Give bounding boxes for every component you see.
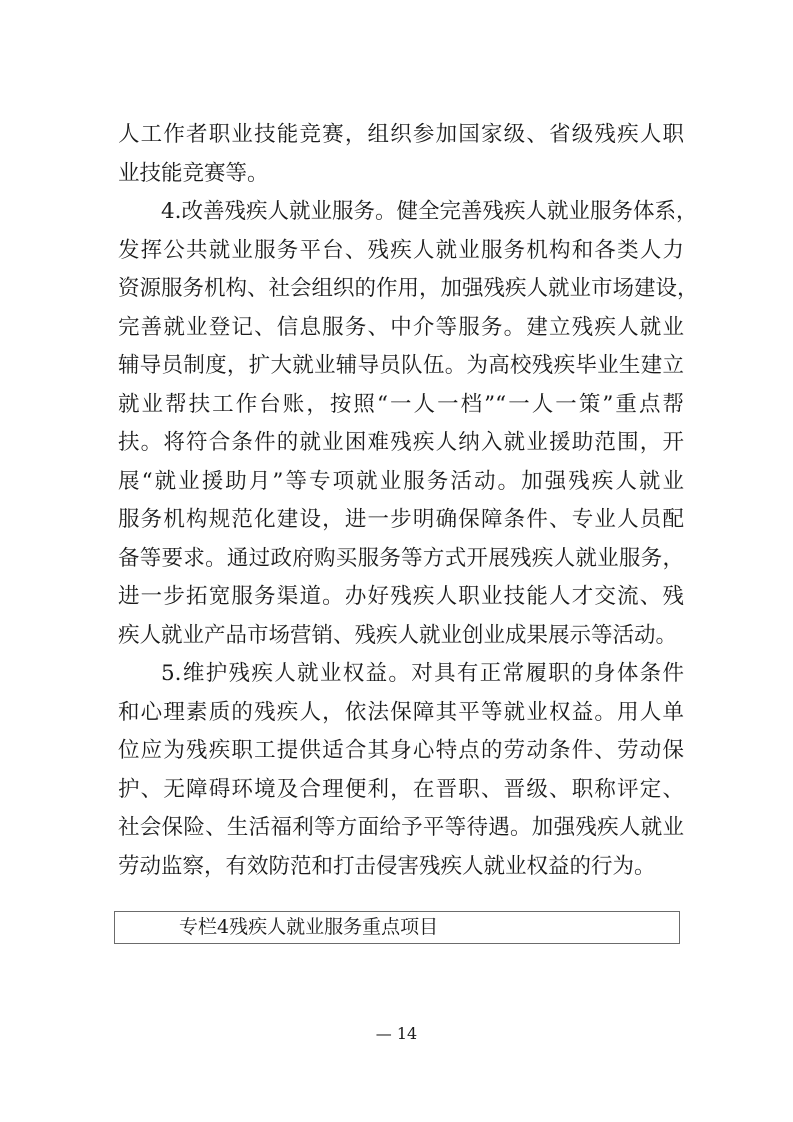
text-line: 资源服务机构、社会组织的作用，加强残疾人就业市场建设，	[118, 276, 699, 301]
text-line: 展“就业援助月”等专项就业服务活动。加强残疾人就业	[118, 468, 684, 494]
text-line: 进一步拓宽服务渠道。办好残疾人职业技能人才交流、残	[118, 584, 684, 609]
column-box	[114, 911, 680, 944]
text-line: 位应为残疾职工提供适合其身心特点的劳动条件、劳动保	[118, 738, 684, 763]
text-line: 完善就业登记、信息服务、中介等服务。建立残疾人就业	[118, 314, 684, 340]
paragraph-4-heading-line: 4.改善残疾人就业服务。健全完善残疾人就业服务体系，	[161, 199, 698, 224]
text-line: 就业帮扶工作台账，按照“一人一档”“一人一策”重点帮	[118, 391, 684, 417]
text-line: 疾人就业产品市场营销、残疾人就业创业成果展示等活动。	[118, 622, 678, 648]
text-line: 社会保险、生活福利等方面给予平等待遇。加强残疾人就业	[118, 815, 684, 840]
column-box-title: 专栏4残疾人就业服务重点项目	[179, 916, 439, 938]
page-number: — 14	[375, 1024, 418, 1043]
body-text	[118, 116, 699, 886]
text-line: 业技能竞赛等。	[118, 160, 269, 186]
text-line: 护、无障碍环境及合理便利，在晋职、晋级、职称评定、	[118, 776, 684, 802]
text-line: 服务机构规范化建设，进一步明确保障条件、专业人员配	[118, 507, 684, 532]
text-line: 人工作者职业技能竞赛，组织参加国家级、省级残疾人职	[118, 122, 684, 147]
paragraph-5-heading-line: 5.维护残疾人就业权益。对具有正常履职的身体条件	[161, 661, 684, 686]
text-line: 辅导员制度，扩大就业辅导员队伍。为高校残疾毕业生建立	[118, 353, 684, 378]
text-line: 扶。将符合条件的就业困难残疾人纳入就业援助范围，开	[118, 430, 684, 455]
text-line: 发挥公共就业服务平台、残疾人就业服务机构和各类人力	[118, 237, 684, 263]
text-line: 劳动监察，有效防范和打击侵害残疾人就业权益的行为。	[118, 853, 656, 879]
text-line: 备等要求。通过政府购买服务等方式开展残疾人就业服务，	[118, 545, 684, 571]
text-line: 和心理素质的残疾人，依法保障其平等就业权益。用人单	[118, 699, 684, 725]
